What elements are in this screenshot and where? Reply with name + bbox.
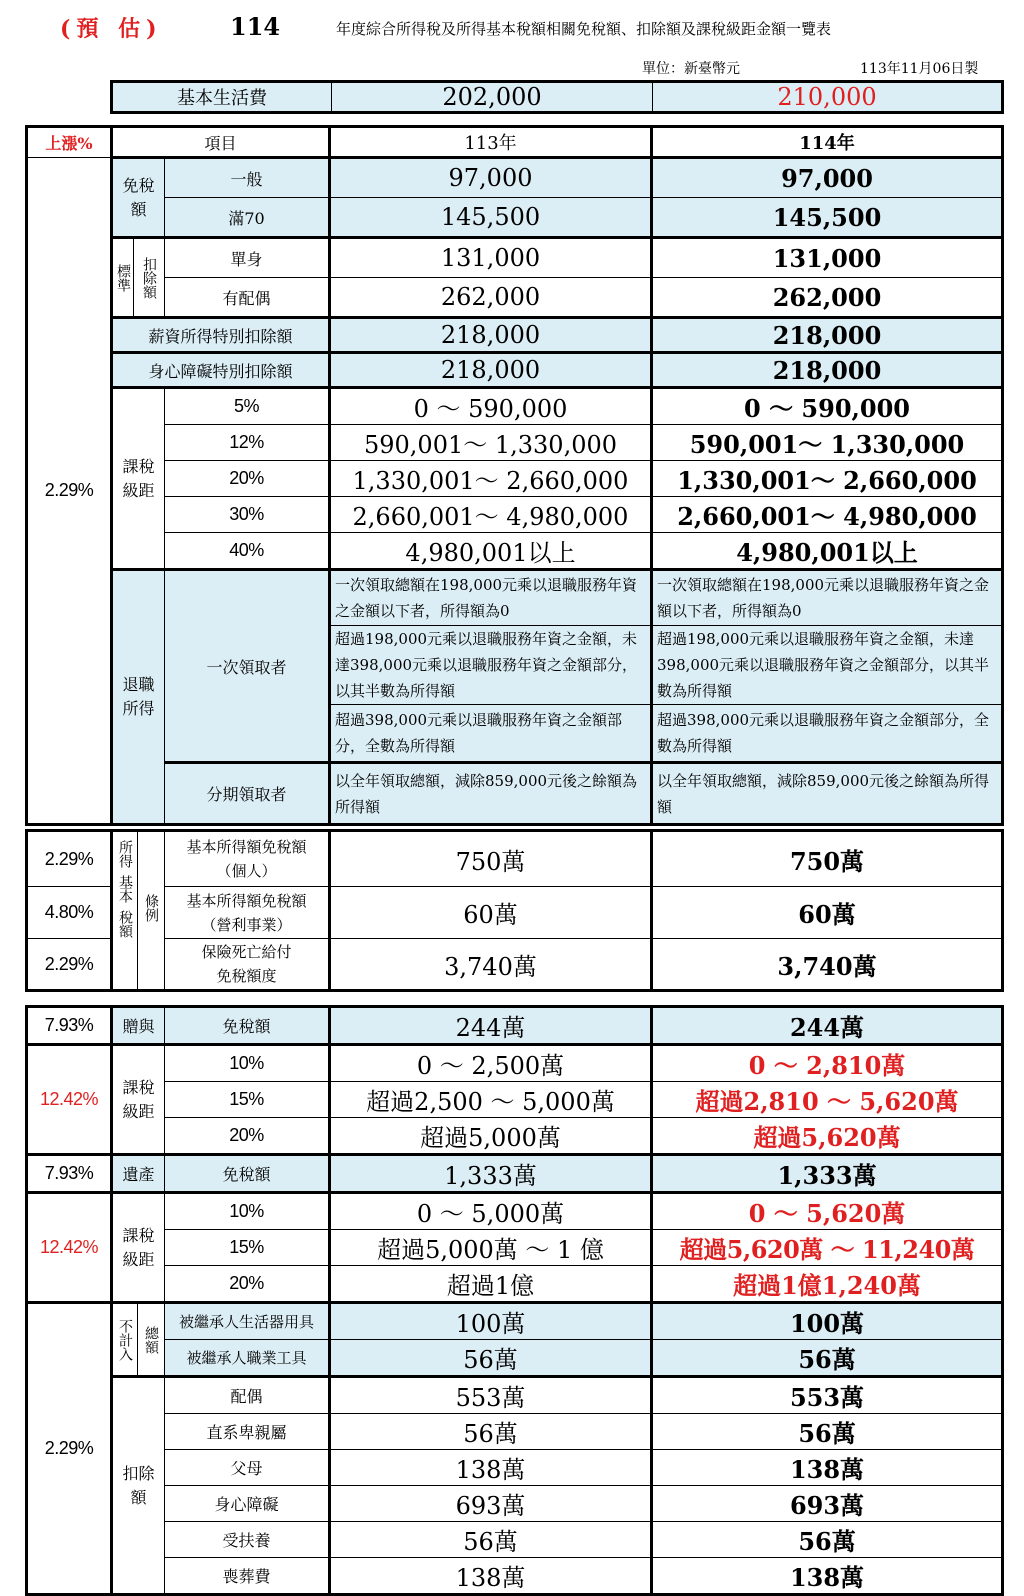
deduct-114: 56萬 <box>652 1414 1003 1450</box>
year-114-header: 114年 <box>652 127 1003 158</box>
gift-bracket-pct: 12.42% <box>27 1045 112 1155</box>
basic-income-group-c: 條例 <box>143 894 159 922</box>
bracket-114: 2,660,001～ 4,980,000 <box>652 497 1003 533</box>
estate-exempt-113: 1,333萬 <box>330 1155 652 1193</box>
excl-114: 56萬 <box>652 1340 1003 1377</box>
estate-bracket-113: 0 ～ 5,000萬 <box>330 1193 652 1230</box>
deduct-114: 138萬 <box>652 1558 1003 1595</box>
standard-113: 131,000 <box>330 238 652 278</box>
salary-deduction-114: 218,000 <box>652 318 1003 353</box>
deduct-113: 138萬 <box>330 1558 652 1595</box>
standard-113: 262,000 <box>330 278 652 318</box>
exempt-group-label: 免稅額 <box>112 158 165 238</box>
gift-bracket-114: 超過2,810 ～ 5,620萬 <box>652 1082 1003 1118</box>
basic-income-pct: 2.29% <box>27 939 112 991</box>
basic-living-label: 基本生活費 <box>112 82 332 113</box>
bracket-114: 1,330,001～ 2,660,000 <box>652 461 1003 497</box>
gift-exempt-114: 244萬 <box>652 1007 1003 1045</box>
retire-install-114: 以全年領取總額，減除859,000元後之餘額為所得額 <box>652 763 1003 825</box>
standard-label: 有配偶 <box>165 278 330 318</box>
gift-bracket-group-label: 課稅級距 <box>112 1045 165 1155</box>
basic-income-tax-table <box>25 829 1004 992</box>
basic-living-114: 210,000 <box>653 82 1003 113</box>
deduct-114: 693萬 <box>652 1486 1003 1522</box>
exempt-label: 滿70 <box>165 198 330 238</box>
income-tax-table <box>25 125 1004 826</box>
estate-bracket-pct: 12.42% <box>27 1193 112 1303</box>
excl-114: 100萬 <box>652 1303 1003 1340</box>
estate-deduct-pct: 2.29% <box>27 1303 112 1595</box>
page-header <box>0 0 1024 82</box>
estate-bracket-114: 超過1億1,240萬 <box>652 1266 1003 1303</box>
bracket-113: 0 ～ 590,000 <box>330 388 652 425</box>
deduct-113: 138萬 <box>330 1450 652 1486</box>
bracket-114: 4,980,001以上 <box>652 533 1003 570</box>
gift-exempt-113: 244萬 <box>330 1007 652 1045</box>
excl-label: 被繼承人生活器用具 <box>165 1303 330 1340</box>
basic-income-113: 3,740萬 <box>330 939 652 991</box>
retire-lump-114: 超過198,000元乘以退職服務年資之金額，未達398,000元乘以退職服務年資之金額部分，以其半數為所得額 <box>652 626 1003 705</box>
estate-exempt-label: 免稅額 <box>165 1155 330 1193</box>
basic-income-113: 750萬 <box>330 831 652 887</box>
retire-lump-113: 一次領取總額在198,000元乘以退職服務年資之金額以下者，所得額為0 <box>330 570 652 626</box>
bracket-rate: 20% <box>165 461 330 497</box>
estate-bracket-114: 0 ～ 5,620萬 <box>652 1193 1003 1230</box>
year-label: 114 <box>230 12 281 41</box>
estate-bracket-114: 超過5,620萬 ～ 11,240萬 <box>652 1230 1003 1266</box>
standard-label: 單身 <box>165 238 330 278</box>
basic-income-pct: 2.29% <box>27 831 112 887</box>
deduct-label: 配偶 <box>165 1377 330 1414</box>
deduct-label: 身心障礙 <box>165 1486 330 1522</box>
salary-deduction-label: 薪資所得特別扣除額 <box>112 318 330 353</box>
exempt-114: 97,000 <box>652 158 1003 198</box>
deduct-label: 受扶養 <box>165 1522 330 1558</box>
basic-income-label-line1: 基本所得額免稅額 <box>186 838 307 856</box>
item-header: 項目 <box>112 127 330 158</box>
basic-living-113: 202,000 <box>332 82 653 113</box>
bracket-113: 4,980,001以上 <box>330 533 652 570</box>
basic-income-group-left <box>112 831 138 991</box>
estate-bracket-113: 超過1億 <box>330 1266 652 1303</box>
exempt-label: 一般 <box>165 158 330 198</box>
gift-bracket-113: 超過2,500 ～ 5,000萬 <box>330 1082 652 1118</box>
basic-income-label-line2: 免稅額度 <box>216 967 277 985</box>
gift-bracket-rate: 10% <box>165 1045 330 1082</box>
basic-income-group-a: 所得 <box>117 840 133 868</box>
excl-label: 被繼承人職業工具 <box>165 1340 330 1377</box>
bracket-113: 590,001～ 1,330,000 <box>330 425 652 461</box>
basic-income-group-d: 稅額 <box>117 910 133 938</box>
standard-114: 131,000 <box>652 238 1003 278</box>
salary-deduction-113: 218,000 <box>330 318 652 353</box>
estimate-label: (預 估) <box>60 16 163 42</box>
deduct-113: 553萬 <box>330 1377 652 1414</box>
basic-income-group-right <box>138 831 165 991</box>
disabled-deduction-label: 身心障礙特別扣除額 <box>112 353 330 388</box>
gift-exempt-label: 免稅額 <box>165 1007 330 1045</box>
bracket-113: 2,660,001～ 4,980,000 <box>330 497 652 533</box>
exempt-113: 97,000 <box>330 158 652 198</box>
bracket-114: 0 ～ 590,000 <box>652 388 1003 425</box>
page-title: 年度綜合所得稅及所得基本稅額相關免稅額、扣除額及課稅級距金額一覽表 <box>336 20 832 38</box>
gift-bracket-114: 0 ～ 2,810萬 <box>652 1045 1003 1082</box>
exempt-114: 145,500 <box>652 198 1003 238</box>
retire-install-label: 分期領取者 <box>165 763 330 825</box>
estate-exempt-114: 1,333萬 <box>652 1155 1003 1193</box>
rise-header: 上漲% <box>27 127 112 158</box>
standard-group-label-b: 扣除額 <box>134 238 165 318</box>
bracket-113: 1,330,001～ 2,660,000 <box>330 461 652 497</box>
deduct-label: 父母 <box>165 1450 330 1486</box>
basic-income-label-line2: （個人） <box>216 862 277 880</box>
retire-lump-114: 超過398,000元乘以退職服務年資之金額部分，全數為所得額 <box>652 705 1003 763</box>
bracket-rate: 12% <box>165 425 330 461</box>
gift-group-label: 贈與 <box>112 1007 165 1045</box>
estate-bracket-113: 超過5,000萬 ～ 1 億 <box>330 1230 652 1266</box>
deduct-group-label: 扣除額 <box>112 1377 165 1595</box>
basic-income-pct: 4.80% <box>27 887 112 939</box>
deduct-114: 553萬 <box>652 1377 1003 1414</box>
retire-lump-113: 超過198,000元乘以退職服務年資之金額，未達398,000元乘以退職服務年資之金額部分，以其半數為所得額 <box>330 626 652 705</box>
gift-bracket-113: 0 ～ 2,500萬 <box>330 1045 652 1082</box>
basic-income-group-b: 基本 <box>117 875 133 903</box>
excl-113: 56萬 <box>330 1340 652 1377</box>
bracket-114: 590,001～ 1,330,000 <box>652 425 1003 461</box>
disabled-deduction-113: 218,000 <box>330 353 652 388</box>
gift-bracket-rate: 15% <box>165 1082 330 1118</box>
basic-living-table <box>110 80 1004 114</box>
deduct-114: 56萬 <box>652 1522 1003 1558</box>
gift-bracket-113: 超過5,000萬 <box>330 1118 652 1155</box>
estate-pct: 7.93% <box>27 1155 112 1193</box>
basic-income-114: 60萬 <box>652 887 1003 939</box>
deduct-114: 138萬 <box>652 1450 1003 1486</box>
retire-group-label: 退職所得 <box>112 570 165 825</box>
bracket-rate: 5% <box>165 388 330 425</box>
excl-113: 100萬 <box>330 1303 652 1340</box>
excl-group-label-b: 總額 <box>138 1303 165 1377</box>
basic-income-label <box>165 831 330 887</box>
disabled-deduction-114: 218,000 <box>652 353 1003 388</box>
gift-bracket-rate: 20% <box>165 1118 330 1155</box>
exempt-113: 145,500 <box>330 198 652 238</box>
bracket-rate: 30% <box>165 497 330 533</box>
standard-114: 262,000 <box>652 278 1003 318</box>
unit-label: 單位：新臺幣元 <box>642 61 740 77</box>
retire-install-113: 以全年領取總額，減除859,000元後之餘額為所得額 <box>330 763 652 825</box>
basic-income-label-line1: 基本所得額免稅額 <box>186 891 307 910</box>
estate-bracket-rate: 15% <box>165 1230 330 1266</box>
excl-group-label-a: 不計入 <box>112 1303 138 1377</box>
retire-lump-114: 一次領取總額在198,000元乘以退職服務年資之金額以下者，所得額為0 <box>652 570 1003 626</box>
basic-income-114: 750萬 <box>652 831 1003 887</box>
made-date: 113年11月06日製 <box>860 61 979 77</box>
estate-bracket-group-label: 課稅級距 <box>112 1193 165 1303</box>
estate-group-label: 遺產 <box>112 1155 165 1193</box>
retire-lump-label: 一次領取者 <box>165 570 330 763</box>
gift-pct: 7.93% <box>27 1007 112 1045</box>
gift-estate-table <box>25 1005 1004 1596</box>
deduct-label: 直系卑親屬 <box>165 1414 330 1450</box>
basic-income-label <box>165 939 330 991</box>
basic-income-114: 3,740萬 <box>652 939 1003 991</box>
basic-income-label-line1: 保險死亡給付 <box>201 943 292 961</box>
estate-bracket-rate: 20% <box>165 1266 330 1303</box>
bracket-rate: 40% <box>165 533 330 570</box>
deduct-113: 56萬 <box>330 1522 652 1558</box>
bracket-group-label: 課稅級距 <box>112 388 165 570</box>
retire-lump-113: 超過398,000元乘以退職服務年資之金額部分，全數為所得額 <box>330 705 652 763</box>
deduct-113: 693萬 <box>330 1486 652 1522</box>
basic-income-113: 60萬 <box>330 887 652 939</box>
year-113-header: 113年 <box>330 127 652 158</box>
basic-income-label-line2: （營利事業） <box>201 915 292 934</box>
basic-income-label <box>165 887 330 939</box>
income-tax-rise-pct: 2.29% <box>27 158 112 825</box>
estate-bracket-rate: 10% <box>165 1193 330 1230</box>
deduct-label: 喪葬費 <box>165 1558 330 1595</box>
gift-bracket-114: 超過5,620萬 <box>652 1118 1003 1155</box>
standard-group-label-a: 標準 <box>112 238 134 318</box>
deduct-113: 56萬 <box>330 1414 652 1450</box>
